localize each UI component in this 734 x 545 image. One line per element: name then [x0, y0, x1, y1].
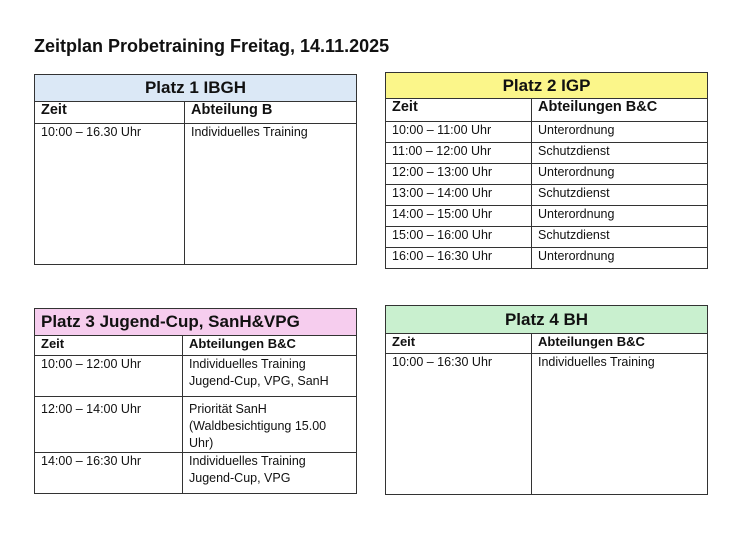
- platz3-col-dept: Abteilungen B&C: [183, 336, 357, 356]
- table-row: [386, 354, 708, 495]
- table-row: [35, 356, 357, 397]
- table-row: [386, 122, 708, 143]
- table-row: [35, 397, 357, 453]
- platz4-table: [385, 305, 708, 495]
- table-row: [386, 164, 708, 185]
- time-cell: 10:00 – 11:00 Uhr: [386, 122, 532, 143]
- platz3-header: Platz 3 Jugend-Cup, SanH&VPG: [35, 309, 357, 336]
- table-row: [35, 453, 357, 494]
- time-cell: 16:00 – 16:30 Uhr: [386, 248, 532, 269]
- time-cell: 11:00 – 12:00 Uhr: [386, 143, 532, 164]
- table-row: [386, 143, 708, 164]
- time-cell: 13:00 – 14:00 Uhr: [386, 185, 532, 206]
- time-cell: 12:00 – 14:00 Uhr: [35, 397, 183, 453]
- table-row: [386, 227, 708, 248]
- dept-cell: Unterordnung: [532, 248, 708, 269]
- dept-cell: Unterordnung: [532, 206, 708, 227]
- dept-cell: Schutzdienst: [532, 227, 708, 248]
- platz1-header: Platz 1 IBGH: [35, 75, 357, 102]
- time-cell: 15:00 – 16:00 Uhr: [386, 227, 532, 248]
- dept-line: Individuelles Training: [189, 454, 306, 468]
- time-cell: 10:00 – 16:30 Uhr: [386, 354, 532, 495]
- platz3-col-time: Zeit: [35, 336, 183, 356]
- dept-cell: Unterordnung: [532, 122, 708, 143]
- dept-cell: Individuelles Training: [185, 124, 357, 265]
- dept-cell: Schutzdienst: [532, 143, 708, 164]
- platz2-header: Platz 2 IGP: [386, 73, 708, 99]
- dept-cell: [183, 453, 357, 494]
- dept-cell: Schutzdienst: [532, 185, 708, 206]
- time-cell: 14:00 – 16:30 Uhr: [35, 453, 183, 494]
- dept-cell: [183, 356, 357, 397]
- dept-line: Uhr): [189, 436, 214, 450]
- dept-line: Jugend-Cup, VPG: [189, 471, 291, 485]
- dept-line: (Waldbesichtigung 15.00: [189, 419, 327, 433]
- platz1-table: [34, 74, 357, 265]
- table-row: [386, 185, 708, 206]
- table-row: [386, 206, 708, 227]
- dept-line: Jugend-Cup, VPG, SanH: [189, 374, 329, 388]
- dept-cell: Unterordnung: [532, 164, 708, 185]
- page-title: Zeitplan Probetraining Freitag, 14.11.2025: [34, 36, 390, 56]
- dept-line: Priorität SanH: [189, 402, 267, 416]
- platz3-table: [34, 308, 357, 494]
- dept-cell: Individuelles Training: [532, 354, 708, 495]
- table-row: [35, 124, 357, 265]
- time-cell: 12:00 – 13:00 Uhr: [386, 164, 532, 185]
- time-cell: 10:00 – 16.30 Uhr: [35, 124, 185, 265]
- platz2-col-dept: Abteilungen B&C: [532, 99, 708, 122]
- table-row: [386, 248, 708, 269]
- platz1-col-time: Zeit: [35, 102, 185, 124]
- time-cell: 10:00 – 12:00 Uhr: [35, 356, 183, 397]
- platz4-col-time: Zeit: [386, 334, 532, 354]
- time-cell: 14:00 – 15:00 Uhr: [386, 206, 532, 227]
- dept-line: Individuelles Training: [189, 357, 306, 371]
- dept-cell: [183, 397, 357, 453]
- platz2-col-time: Zeit: [386, 99, 532, 122]
- platz1-col-dept: Abteilung B: [185, 102, 357, 124]
- platz4-col-dept: Abteilungen B&C: [532, 334, 708, 354]
- platz4-header: Platz 4 BH: [386, 306, 708, 334]
- platz2-table: [385, 72, 708, 269]
